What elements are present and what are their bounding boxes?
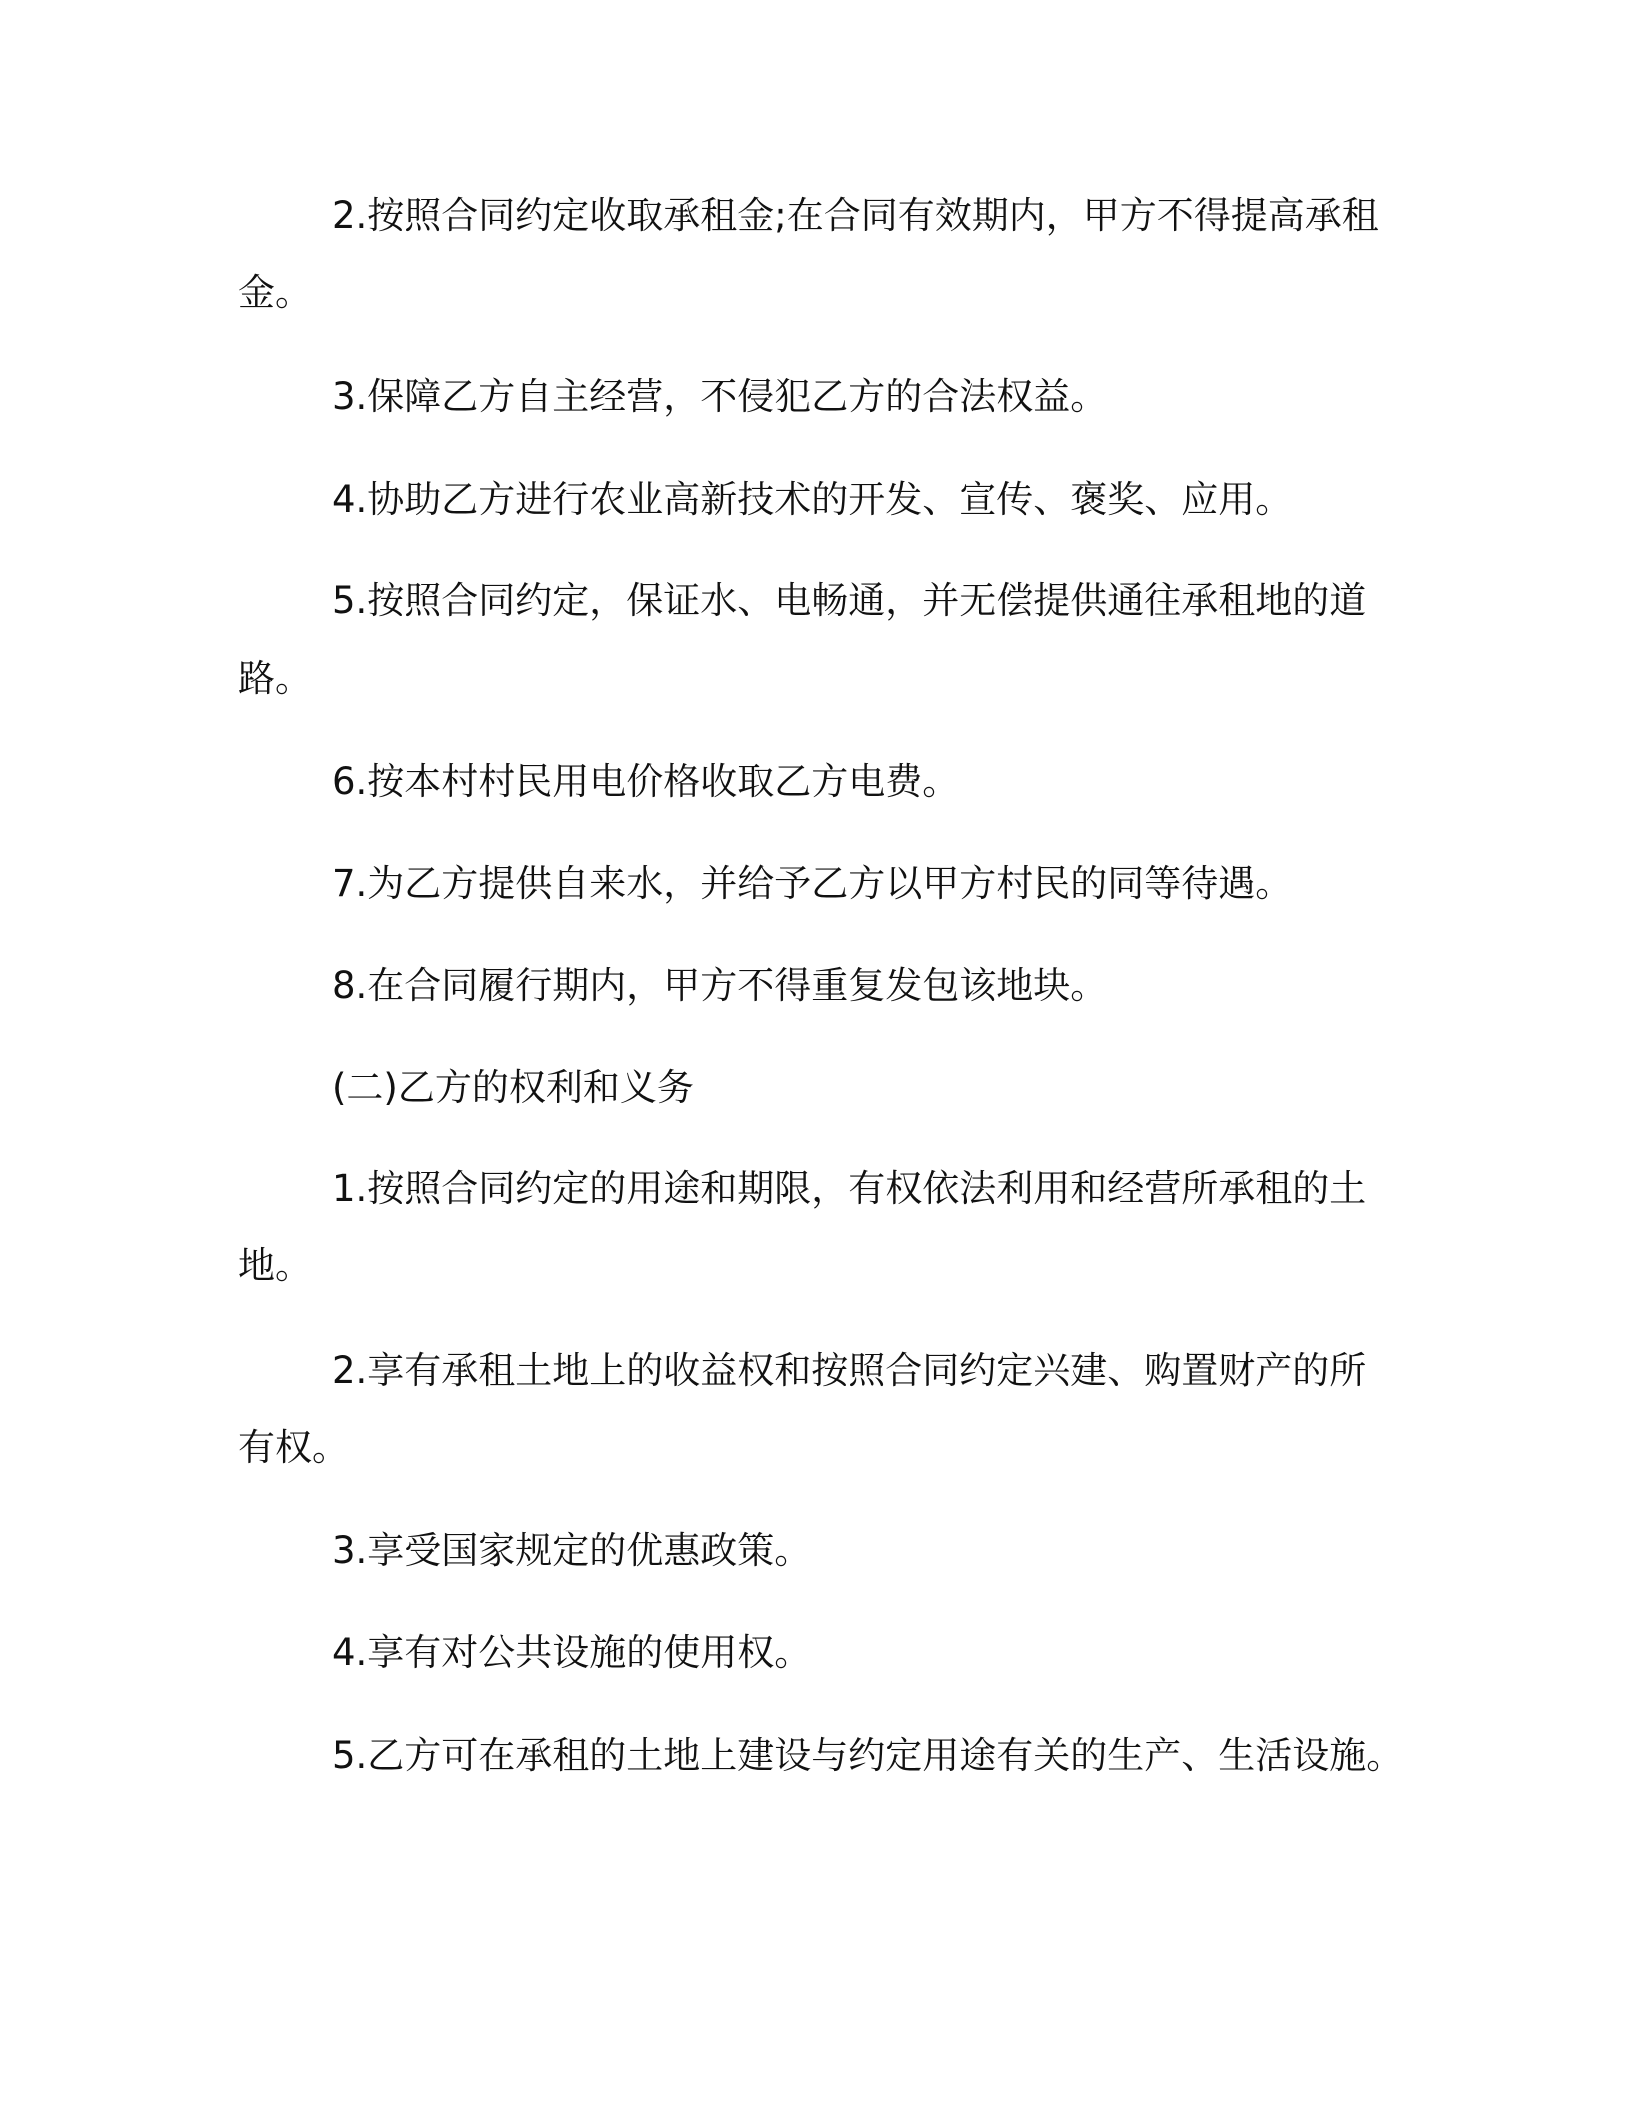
clause-b-4: 4.享有对公共设施的使用权。 xyxy=(332,1631,812,1674)
clause-b-3: 3.享受国家规定的优惠政策。 xyxy=(332,1529,812,1572)
section-heading-party-b: (二)乙方的权利和义务 xyxy=(332,1066,694,1109)
clause-a-5-line-1: 5.按照合同约定，保证水、电畅通，并无偿提供通往承租地的道 xyxy=(332,579,1367,622)
clause-b-2-line-1: 2.享有承租土地上的收益权和按照合同约定兴建、购置财产的所 xyxy=(332,1349,1367,1392)
clause-a-8: 8.在合同履行期内，甲方不得重复发包该地块。 xyxy=(332,964,1108,1007)
clause-a-2-line-2: 金。 xyxy=(238,271,312,314)
clause-b-5: 5.乙方可在承租的土地上建设与约定用途有关的生产、生活设施。 xyxy=(332,1734,1404,1777)
clause-a-6: 6.按本村村民用电价格收取乙方电费。 xyxy=(332,760,960,803)
clause-a-5-line-2: 路。 xyxy=(238,657,312,700)
clause-a-3: 3.保障乙方自主经营，不侵犯乙方的合法权益。 xyxy=(332,375,1108,418)
clause-b-1-line-1: 1.按照合同约定的用途和期限，有权依法利用和经营所承租的土 xyxy=(332,1167,1367,1210)
clause-b-2-line-2: 有权。 xyxy=(238,1426,349,1469)
clause-a-4: 4.协助乙方进行农业高新技术的开发、宣传、褒奖、应用。 xyxy=(332,478,1293,521)
clause-b-1-line-2: 地。 xyxy=(238,1244,312,1287)
clause-a-2-line-1: 2.按照合同约定收取承租金;在合同有效期内，甲方不得提高承租 xyxy=(332,194,1379,237)
clause-a-7: 7.为乙方提供自来水，并给予乙方以甲方村民的同等待遇。 xyxy=(332,862,1293,905)
